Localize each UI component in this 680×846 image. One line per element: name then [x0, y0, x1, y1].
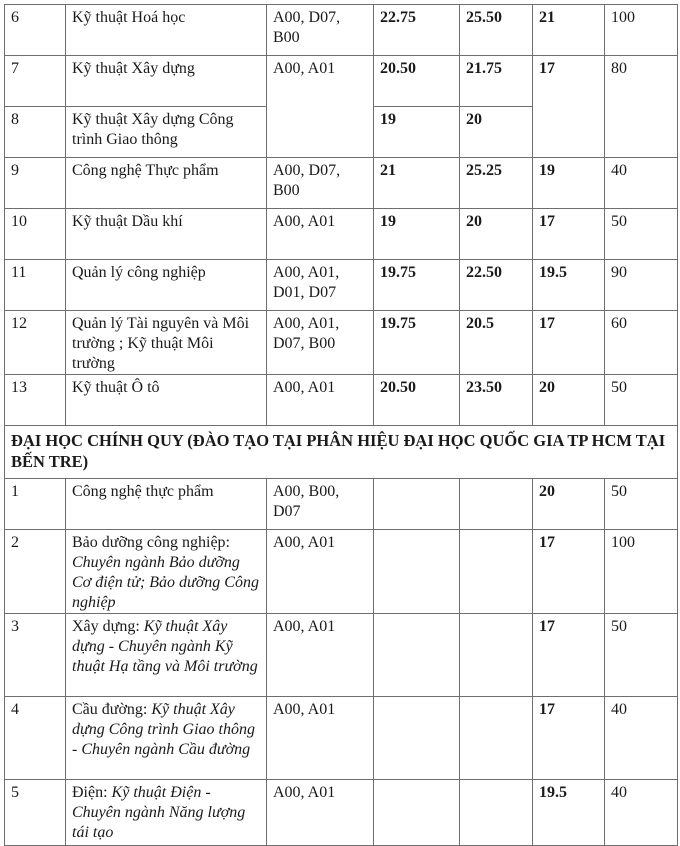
major-specialization: Kỹ thuật Xây dựng Công trình Giao thông - Chuyên ngành Cầu đường — [72, 701, 255, 758]
row-number: 4 — [5, 697, 66, 780]
row-number: 6 — [5, 5, 66, 56]
major-name: Kỹ thuật Dầu khí — [66, 209, 267, 260]
score-1 — [374, 530, 460, 614]
quota: 80 — [605, 56, 678, 158]
major-specialization: Chuyên ngành Bảo dưỡng Cơ điện tử; Bảo dưỡng Công nghiệp — [72, 554, 259, 611]
quota: 40 — [605, 780, 678, 846]
row-number: 7 — [5, 56, 66, 107]
table-row — [5, 311, 678, 375]
subject-combos: A00, A01 — [267, 530, 374, 614]
major-name: Công nghệ Thực phẩm — [66, 158, 267, 209]
quota: 50 — [605, 479, 678, 530]
subject-combos: A00, D07, B00 — [267, 158, 374, 209]
score-2: 23.50 — [460, 375, 533, 426]
major-name: Quản lý Tài nguyên và Môi trường ; Kỹ thuật Môi trường — [66, 311, 267, 375]
score-3: 17 — [533, 56, 605, 158]
score-1 — [374, 479, 460, 530]
quota: 60 — [605, 311, 678, 375]
subject-combos: A00, A01 — [267, 697, 374, 780]
table-row — [5, 697, 678, 780]
major-plain: Công nghệ thực phẩm — [72, 483, 214, 500]
score-1 — [374, 697, 460, 780]
quota: 50 — [605, 614, 678, 697]
section-header-row — [5, 426, 678, 479]
section-title: ĐẠI HỌC CHÍNH QUY (ĐÀO TẠO TẠI PHÂN HIỆU ĐẠI HỌC QUỐC GIA TP HCM TẠI BẾN TRE) — [5, 426, 678, 479]
score-2 — [460, 479, 533, 530]
score-3: 17 — [533, 697, 605, 780]
subject-combos: A00, B00, D07 — [267, 479, 374, 530]
major-name — [66, 614, 267, 697]
score-1: 19 — [374, 209, 460, 260]
score-2: 21.75 — [460, 56, 533, 107]
major-plain: Bảo dưỡng công nghiệp: — [72, 534, 230, 551]
score-1 — [374, 780, 460, 846]
score-3: 20 — [533, 375, 605, 426]
major-name: Kỹ thuật Xây dựng — [66, 56, 267, 107]
table-row — [5, 780, 678, 846]
subject-combos: A00, A01, D01, D07 — [267, 260, 374, 311]
score-3: 17 — [533, 209, 605, 260]
subject-combos: A00, A01 — [267, 780, 374, 846]
table-row — [5, 209, 678, 260]
score-2: 20 — [460, 107, 533, 158]
score-3: 20 — [533, 479, 605, 530]
score-3: 21 — [533, 5, 605, 56]
quota: 40 — [605, 158, 678, 209]
subject-combos: A00, A01, D07, B00 — [267, 311, 374, 375]
table-row — [5, 479, 678, 530]
admission-scores-table — [4, 4, 678, 846]
score-1: 20.50 — [374, 56, 460, 107]
score-3: 19.5 — [533, 260, 605, 311]
major-plain: Xây dựng: — [72, 618, 144, 635]
major-name — [66, 530, 267, 614]
score-1 — [374, 614, 460, 697]
row-number: 1 — [5, 479, 66, 530]
row-number: 9 — [5, 158, 66, 209]
subject-combos: A00, A01 — [267, 614, 374, 697]
score-2: 25.50 — [460, 5, 533, 56]
score-2 — [460, 697, 533, 780]
score-3: 19.5 — [533, 780, 605, 846]
major-name — [66, 479, 267, 530]
score-1: 22.75 — [374, 5, 460, 56]
major-plain: Cầu đường: — [72, 701, 152, 718]
table-row — [5, 375, 678, 426]
major-name: Kỹ thuật Xây dựng Công trình Giao thông — [66, 107, 267, 158]
major-plain: Điện: — [72, 784, 112, 801]
row-number: 3 — [5, 614, 66, 697]
score-2: 22.50 — [460, 260, 533, 311]
row-number: 8 — [5, 107, 66, 158]
score-1: 20.50 — [374, 375, 460, 426]
major-name: Quản lý công nghiệp — [66, 260, 267, 311]
table-row — [5, 5, 678, 56]
row-number: 2 — [5, 530, 66, 614]
score-2: 20 — [460, 209, 533, 260]
row-number: 13 — [5, 375, 66, 426]
table-row — [5, 530, 678, 614]
score-3: 17 — [533, 530, 605, 614]
score-3: 19 — [533, 158, 605, 209]
major-specialization: Kỹ thuật Điện - Chuyên ngành Năng lượng tái tạo — [72, 784, 246, 841]
quota: 90 — [605, 260, 678, 311]
row-number: 12 — [5, 311, 66, 375]
major-specialization: Kỹ thuật Xây dựng - Chuyên ngành Kỹ thuật Hạ tầng và Môi trường — [72, 618, 258, 675]
row-number: 5 — [5, 780, 66, 846]
table-row — [5, 614, 678, 697]
quota: 100 — [605, 5, 678, 56]
score-1: 19.75 — [374, 260, 460, 311]
score-3: 17 — [533, 614, 605, 697]
score-2: 25.25 — [460, 158, 533, 209]
score-1: 19.75 — [374, 311, 460, 375]
table-row — [5, 56, 678, 107]
score-2 — [460, 530, 533, 614]
major-name: Kỹ thuật Hoá học — [66, 5, 267, 56]
subject-combos: A00, D07, B00 — [267, 5, 374, 56]
table-row — [5, 158, 678, 209]
subject-combos: A00, A01 — [267, 56, 374, 158]
major-name: Kỹ thuật Ô tô — [66, 375, 267, 426]
quota: 50 — [605, 209, 678, 260]
score-1: 21 — [374, 158, 460, 209]
major-name — [66, 780, 267, 846]
score-3: 17 — [533, 311, 605, 375]
row-number: 10 — [5, 209, 66, 260]
quota: 100 — [605, 530, 678, 614]
row-number: 11 — [5, 260, 66, 311]
score-1: 19 — [374, 107, 460, 158]
score-2: 20.5 — [460, 311, 533, 375]
major-name — [66, 697, 267, 780]
quota: 40 — [605, 697, 678, 780]
subject-combos: A00, A01 — [267, 209, 374, 260]
quota: 50 — [605, 375, 678, 426]
table-row — [5, 260, 678, 311]
subject-combos: A00, A01 — [267, 375, 374, 426]
score-2 — [460, 780, 533, 846]
score-2 — [460, 614, 533, 697]
